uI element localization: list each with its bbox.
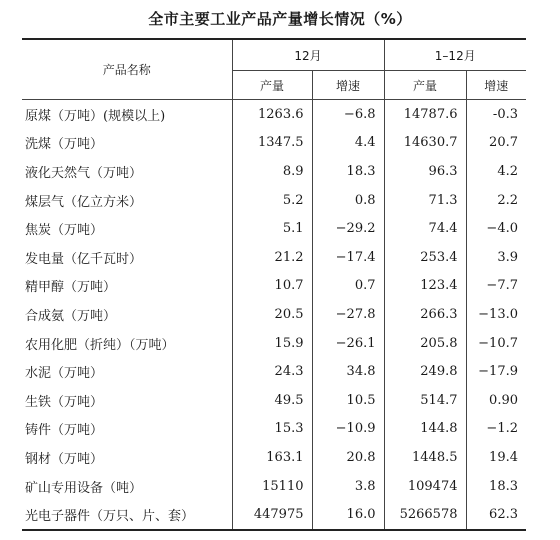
dec-output-cell: 24.3: [232, 357, 312, 386]
dec-output-cell: 20.5: [232, 300, 312, 329]
product-name-cell: 洗煤（万吨）: [25, 137, 104, 153]
ytd-growth-cell: 20.7: [466, 129, 526, 158]
product-name-cell: 生铁（万吨）: [25, 394, 104, 410]
ytd-output-cell: 96.3: [384, 157, 466, 186]
ytd-growth-cell: 18.3: [466, 472, 526, 501]
dec-growth-cell: 16.0: [312, 500, 384, 530]
table-row: [22, 186, 526, 215]
ytd-growth-header: 增速: [466, 71, 526, 100]
dec-output-cell: 447975: [232, 500, 312, 530]
ytd-growth-cell: −17.9: [466, 357, 526, 386]
dec-output-cell: 1263.6: [232, 100, 312, 129]
dec-growth-cell: 3.8: [312, 472, 384, 501]
ytd-output-cell: 249.8: [384, 357, 466, 386]
product-name-cell: 矿山专用设备（吨）: [25, 480, 143, 496]
ytd-growth-cell: 62.3: [466, 500, 526, 530]
product-name-cell: 光电子器件（万只、片、套）: [25, 509, 195, 525]
ytd-output-cell: 14630.7: [384, 129, 466, 158]
ytd-growth-cell: -0.3: [466, 100, 526, 129]
product-name-cell: 精甲醇（万吨）: [25, 280, 117, 296]
dec-output-cell: 49.5: [232, 386, 312, 415]
table-row: [22, 357, 526, 386]
dec-output-cell: 21.2: [232, 243, 312, 272]
ytd-output-cell: 1448.5: [384, 443, 466, 472]
table-body: [22, 100, 526, 530]
dec-output-cell: 15.9: [232, 329, 312, 358]
ytd-growth-cell: −13.0: [466, 300, 526, 329]
ytd-growth-cell: −10.7: [466, 329, 526, 358]
dec-output-cell: 5.2: [232, 186, 312, 215]
product-name-cell: 原煤（万吨）(规模以上): [25, 108, 166, 124]
table-row: [22, 100, 526, 129]
dec-output-cell: 163.1: [232, 443, 312, 472]
dec-growth-cell: −10.9: [312, 415, 384, 444]
dec-growth-cell: −29.2: [312, 214, 384, 243]
ytd-output-cell: 205.8: [384, 329, 466, 358]
dec-growth-header: 增速: [312, 71, 384, 100]
table-row: [22, 243, 526, 272]
product-name-cell: 煤层气（亿立方米）: [25, 194, 143, 210]
table-row: [22, 300, 526, 329]
dec-growth-cell: 4.4: [312, 129, 384, 158]
ytd-output-cell: 266.3: [384, 300, 466, 329]
product-name-cell: 发电量（亿千瓦时）: [25, 251, 143, 267]
dec-output-cell: 8.9: [232, 157, 312, 186]
ytd-output-cell: 14787.6: [384, 100, 466, 129]
product-name-cell: 合成氨（万吨）: [25, 308, 117, 324]
table-row: [22, 329, 526, 358]
dec-growth-cell: 34.8: [312, 357, 384, 386]
ytd-growth-cell: −7.7: [466, 272, 526, 301]
dec-header: 12月: [232, 39, 384, 71]
ytd-growth-cell: −4.0: [466, 214, 526, 243]
production-table: [22, 38, 526, 531]
product-name-cell: 铸件（万吨）: [25, 423, 104, 439]
table-row: [22, 129, 526, 158]
table-row: [22, 272, 526, 301]
dec-growth-cell: 10.5: [312, 386, 384, 415]
dec-growth-cell: 0.8: [312, 186, 384, 215]
dec-output-cell: 15.3: [232, 415, 312, 444]
dec-output-header: 产量: [232, 71, 312, 100]
dec-growth-cell: 0.7: [312, 272, 384, 301]
product-name-cell: 钢材（万吨）: [25, 451, 104, 467]
ytd-growth-cell: 0.90: [466, 386, 526, 415]
table-row: [22, 472, 526, 501]
dec-growth-cell: −27.8: [312, 300, 384, 329]
ytd-output-cell: 5266578: [384, 500, 466, 530]
ytd-output-cell: 514.7: [384, 386, 466, 415]
ytd-growth-cell: 3.9: [466, 243, 526, 272]
table-title: 全市主要工业产品产量增长情况（%）: [148, 10, 412, 28]
table-row: [22, 214, 526, 243]
ytd-output-header: 产量: [384, 71, 466, 100]
ytd-growth-cell: 2.2: [466, 186, 526, 215]
product-name-header: 产品名称: [22, 39, 232, 100]
product-name-cell: 水泥（万吨）: [25, 366, 104, 382]
dec-growth-cell: 20.8: [312, 443, 384, 472]
dec-growth-cell: −17.4: [312, 243, 384, 272]
dec-growth-cell: 18.3: [312, 157, 384, 186]
table-row: [22, 157, 526, 186]
product-name-cell: 农用化肥（折纯）（万吨）: [25, 337, 175, 353]
ytd-output-cell: 123.4: [384, 272, 466, 301]
ytd-output-cell: 144.8: [384, 415, 466, 444]
product-name-cell: 焦炭（万吨）: [25, 223, 104, 239]
dec-output-cell: 1347.5: [232, 129, 312, 158]
ytd-growth-cell: 4.2: [466, 157, 526, 186]
ytd-output-cell: 253.4: [384, 243, 466, 272]
ytd-output-cell: 71.3: [384, 186, 466, 215]
table-row: [22, 500, 526, 530]
ytd-output-cell: 109474: [384, 472, 466, 501]
table-row: [22, 443, 526, 472]
dec-growth-cell: −26.1: [312, 329, 384, 358]
ytd-growth-cell: 19.4: [466, 443, 526, 472]
ytd-output-cell: 74.4: [384, 214, 466, 243]
dec-output-cell: 15110: [232, 472, 312, 501]
dec-output-cell: 10.7: [232, 272, 312, 301]
product-name-cell: 液化天然气（万吨）: [25, 165, 143, 181]
ytd-growth-cell: −1.2: [466, 415, 526, 444]
jan-dec-header: 1–12月: [384, 39, 526, 71]
table-row: [22, 415, 526, 444]
dec-growth-cell: −6.8: [312, 100, 384, 129]
dec-output-cell: 5.1: [232, 214, 312, 243]
table-row: [22, 386, 526, 415]
